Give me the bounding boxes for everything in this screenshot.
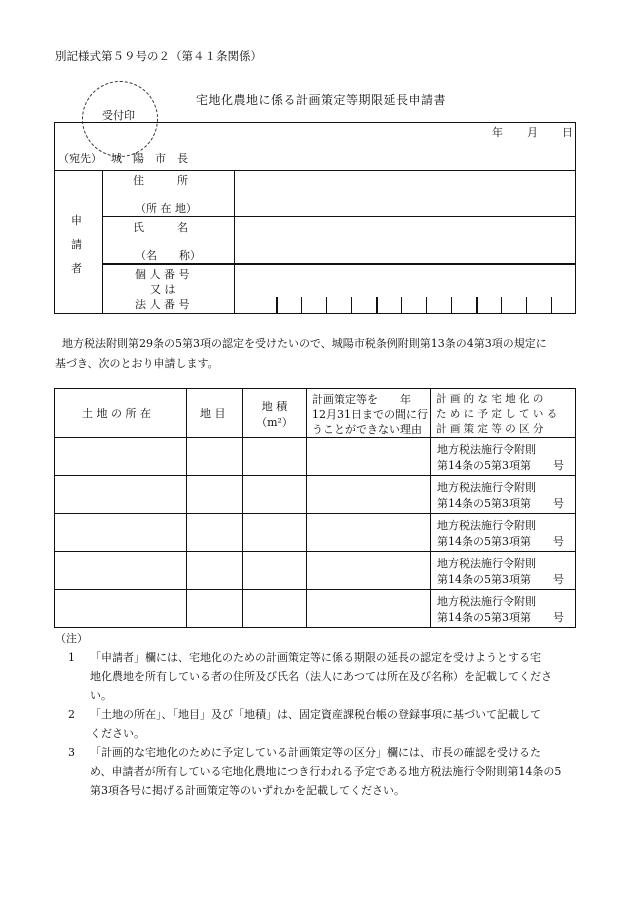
number-label-corporate: 法 人 番 号	[135, 298, 190, 311]
date-year: 年	[492, 126, 503, 139]
row-2-class-line-1: 地方税法施行令附則	[437, 481, 536, 494]
applicant-side-char-3: 者	[71, 262, 82, 275]
digit-tick	[551, 297, 552, 314]
note-3-number: 3	[68, 746, 75, 759]
note-1-line-3: い。	[90, 689, 112, 702]
digit-tick	[426, 297, 427, 314]
note-2-number: 2	[68, 708, 75, 721]
form-label: 別記様式第５９号の２（第４１条関係）	[55, 49, 262, 63]
name-sub-label: （名 称）	[135, 249, 201, 262]
col-class-header-2: た め に 予 定 し て い る	[436, 408, 558, 420]
col-reason-header-2: 12月31日までの間に行	[312, 408, 428, 421]
row-3-class-line-2: 第14条の5第3項第 号	[437, 535, 564, 548]
digit-tick	[526, 297, 527, 314]
date-day: 日	[562, 126, 573, 139]
name-label: 氏 名	[133, 221, 188, 234]
digit-tick	[376, 297, 378, 314]
digit-tick	[351, 297, 352, 314]
number-label-individual: 個 人 番 号	[135, 268, 190, 281]
document-title: 宅地化農地に係る計画策定等期限延長申請書	[196, 93, 447, 107]
notes-heading: （注）	[55, 632, 88, 645]
note-3-line-2: め、申請者が所有している宅地化農地につき行われる予定である地方税法施行令附則第14条の5	[90, 765, 562, 778]
address-label: 住 所	[133, 174, 188, 187]
row-4-class-line-1: 地方税法施行令附則	[437, 557, 536, 570]
digit-tick	[401, 297, 402, 314]
digit-tick	[476, 297, 478, 314]
number-label-or: 又 は	[150, 283, 176, 296]
col-class-header-1: 計 画 的 な 宅 地 化 の	[436, 393, 544, 405]
intro-text-line-1: 地方税法附則第29条の5第3項の認定を受けたいので、城陽市税条例附則第13条の4第3項の規定に	[62, 337, 547, 350]
col-reason-header-3: うことができない理由	[312, 423, 422, 436]
note-2-line-1: 「土地の所在」、「地目」及び「地積」は、固定資産課税台帳の登録事項に基づいて記載して	[90, 708, 541, 721]
row-4-class-line-2: 第14条の5第3項第 号	[437, 573, 564, 586]
reception-stamp-label: 受付印	[102, 109, 135, 122]
note-3-line-1: 「計画的な宅地化のために予定している計画策定等の区分」欄には、市長の確認を受けるた	[90, 746, 541, 759]
addressee-name: 城 陽 市 長	[111, 152, 188, 165]
digit-tick	[276, 297, 278, 314]
col-location-header: 土 地 の 所 在	[82, 407, 151, 420]
note-1-line-2: 地化農地を所有している者の住所及び氏名（法人にあつては所在及び名称）を記載してくださ	[90, 670, 552, 683]
intro-text-line-2: 基づき、次のとおり申請します。	[55, 357, 219, 370]
digit-tick	[301, 297, 302, 314]
col-class-header-3: 計 画 策 定 等 の 区 分	[436, 423, 544, 435]
number-field[interactable]	[236, 265, 574, 313]
col-area-header: 地 積	[261, 400, 288, 413]
col-category-header: 地 目	[200, 407, 226, 420]
note-2-line-2: ください。	[90, 727, 145, 740]
addressee-prefix: （宛先）	[58, 152, 102, 165]
row-5-class-line-2: 第14条の5第3項第 号	[437, 611, 564, 624]
row-2-class-line-2: 第14条の5第3項第 号	[437, 497, 564, 510]
col-area-unit: （m²）	[256, 416, 293, 429]
digit-tick	[451, 297, 452, 314]
note-1-line-1: 「申請者」欄には、宅地化のための計画策定等に係る期限の延長の認定を受けようとする宅	[90, 651, 541, 664]
row-1-class-line-1: 地方税法施行令附則	[437, 443, 536, 456]
row-3-class-line-1: 地方税法施行令附則	[437, 519, 536, 532]
note-1-number: 1	[68, 651, 75, 664]
applicant-side-char-1: 申	[71, 214, 82, 227]
digit-tick	[326, 297, 327, 314]
date-month: 月	[527, 126, 538, 139]
address-sub-label: （所 在 地）	[135, 202, 197, 215]
name-field[interactable]	[236, 218, 574, 261]
address-field[interactable]	[236, 172, 574, 214]
applicant-side-char-2: 請	[71, 238, 82, 251]
note-3-line-3: 第3項各号に掲げる計画策定等のいずれかを記載してください。	[90, 784, 405, 797]
row-5-class-line-1: 地方税法施行令附則	[437, 595, 536, 608]
row-1-class-line-2: 第14条の5第3項第 号	[437, 459, 564, 472]
col-reason-header-1: 計画策定等を 年	[312, 393, 411, 406]
digit-tick	[501, 297, 502, 314]
